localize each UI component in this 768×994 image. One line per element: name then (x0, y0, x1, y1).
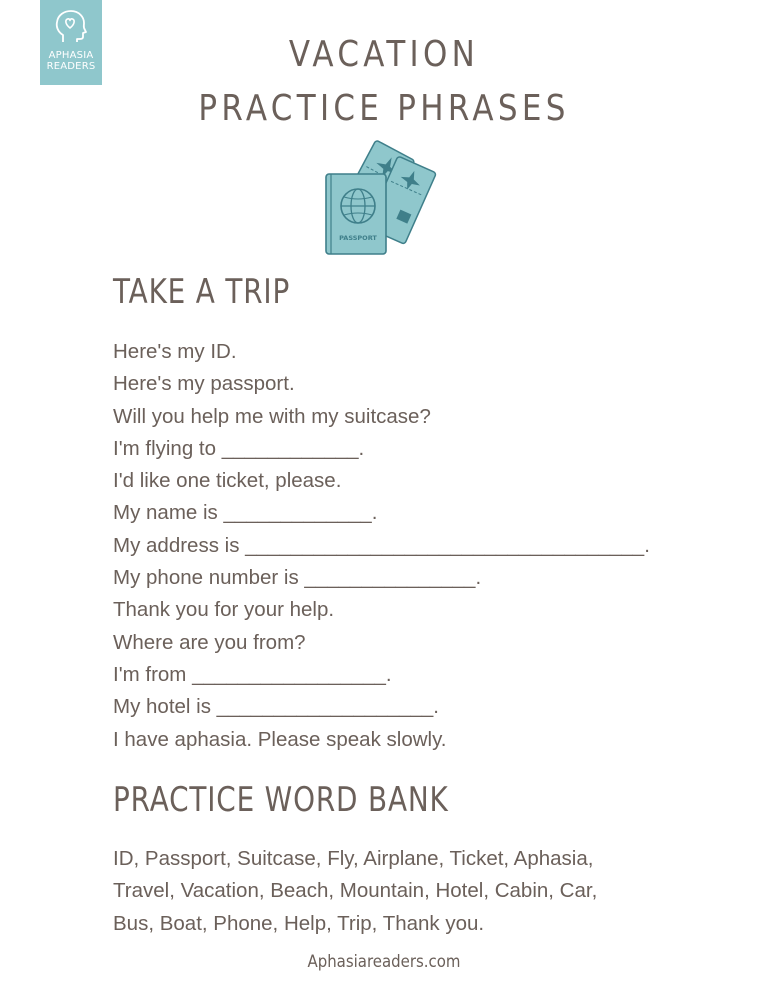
word-bank-line: Travel, Vacation, Beach, Mountain, Hotel, Cabin, Car, (113, 879, 598, 903)
phrase-item: My address is ___________________________________. (113, 533, 650, 557)
passport-label: PASSPORT (339, 234, 377, 242)
section-heading-word-bank: PRACTICE WORD BANK (113, 780, 449, 820)
logo-text-line1: APHASIA (48, 50, 94, 61)
phrase-item: Thank you for your help. (113, 598, 335, 622)
phrase-item: I'm from _________________. (113, 662, 392, 686)
section-heading-take-a-trip: TAKE A TRIP (113, 272, 291, 312)
word-bank (113, 843, 673, 940)
page-title (54, 28, 714, 136)
passport-tickets-illustration (320, 134, 450, 258)
phrase-item: My hotel is ___________________. (113, 695, 439, 719)
word-bank-line: Bus, Boat, Phone, Help, Trip, Thank you. (113, 911, 485, 935)
word-bank-line: ID, Passport, Suitcase, Fly, Airplane, Ticket, Aphasia, (113, 847, 594, 870)
phrase-item: My phone number is _______________. (113, 566, 482, 590)
phrase-item: Here's my passport. (113, 372, 295, 396)
phrase-item: My name is _____________. (113, 501, 378, 525)
footer-website: Aphasiareaders.com (307, 952, 461, 972)
phrase-item: I have aphasia. Please speak slowly. (113, 727, 447, 751)
title-line1: VACATION (288, 34, 480, 75)
phrase-item: Here's my ID. (113, 340, 237, 363)
phrase-item: I'm flying to ____________. (113, 436, 365, 460)
passport (326, 174, 386, 254)
phrase-item: I'd like one ticket, please. (113, 469, 342, 493)
title-line2: PRACTICE PHRASES (198, 88, 570, 129)
phrase-item: Where are you from? (113, 630, 306, 654)
logo-text-line2: READERS (46, 61, 96, 72)
phrase-item: Will you help me with my suitcase? (113, 404, 431, 428)
phrase-list (113, 336, 650, 756)
